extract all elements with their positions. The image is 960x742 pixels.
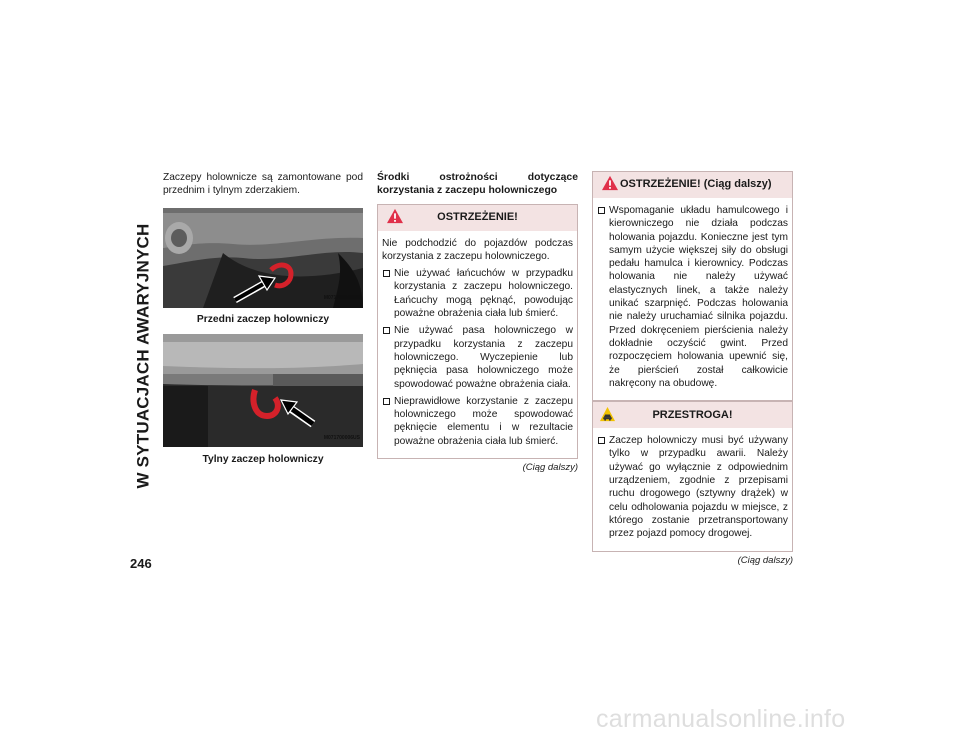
warning-box-header xyxy=(378,205,577,231)
watermark: carmanualsonline.info xyxy=(596,705,846,733)
warning-continued-header xyxy=(593,172,792,198)
warning-bullet: Nie używać pasa holowniczego w przypadku korzystania z zaczepu holowniczego. Wyczepienie lub pęknięcia pasa holowniczego może spowodować poważne obrażenia ciała. xyxy=(382,324,573,390)
warning-triangle-icon xyxy=(601,175,619,191)
caution-car-icon xyxy=(599,406,616,423)
continued-label: (Ciąg dalszy) xyxy=(522,462,578,474)
bullet-square-icon xyxy=(383,270,390,277)
bullet-square-icon xyxy=(383,327,390,334)
front-tow-hook-figure xyxy=(163,208,363,308)
section-side-tab-label: W SYTUACJACH AWARYJNYCH xyxy=(133,223,153,489)
warning-triangle-icon xyxy=(386,208,404,224)
warning-bullet: Nieprawidłowe korzystanie z zaczepu holowniczego może spowodować pęknięcie elementu i w rezultacie poważne obrażenia ciała lub śmierć. xyxy=(382,395,573,448)
page-number: 246 xyxy=(130,556,152,571)
warning-continued-title: OSTRZEŻENIE! (Ciąg dalszy) xyxy=(620,178,772,191)
warning-continued-box xyxy=(592,171,793,401)
caution-title: PRZESTROGA! xyxy=(652,408,733,421)
figure-code: M071700006US xyxy=(323,434,360,441)
section-heading: Środki ostrożności dotyczące korzystania z zaczepu holowniczego xyxy=(377,172,578,197)
figure-code: M071700005US xyxy=(323,295,360,302)
figure-caption: Tylny zaczep holowniczy xyxy=(202,453,324,465)
warning-bullet: Wspomaganie układu hamulcowego i kierowniczego nie działa podczas holowania pojazdu. Konieczne jest tym samym użycie większej siły do obsługi pedału hamulca i kierownicy. Podczas holowania nie należy używać elastycznych linek, a także należy unikać szarpnięć. Podczas holowania nie należy uruchamiać silnika pojazdu. Przed dokręceniem pierścienia należy dokładnie oczyścić gwint. Przed rozpoczęciem holowania upewnić się, że pierścień został całkowicie nakręcony na obudowę. xyxy=(597,204,788,390)
warning-body xyxy=(378,231,577,458)
rear-tow-hook-image xyxy=(163,334,363,447)
bullet-square-icon xyxy=(598,207,605,214)
warning-box xyxy=(377,204,578,459)
intro-paragraph: Zaczepy holownicze są zamontowane pod przednim i tylnym zderzakiem. xyxy=(163,172,363,197)
warning-title: OSTRZEŻENIE! xyxy=(437,210,518,223)
continued-label: (Ciąg dalszy) xyxy=(737,554,793,566)
caution-box xyxy=(592,401,793,551)
warning-bullet: Nie używać łańcuchów w przypadku korzystania z zaczepu holowniczego. Łańcuchy mogą pęknąć, powodując poważne obrażenia ciała lub śmierć. xyxy=(382,267,573,320)
figure-caption: Przedni zaczep holowniczy xyxy=(196,313,330,325)
caution-box-header xyxy=(593,402,792,428)
warning-intro: Nie podchodzić do pojazdów podczas korzystania z zaczepu holowniczego. xyxy=(382,237,573,262)
caution-bullet: Zaczep holowniczy musi być używany tylko w przypadku awarii. Należy używać go wyłącznie z odpowiednim urządzeniem, zgodnie z przepisami ruchu drogowego (sztywny drążek) w celu odholowania pojazdu w miejsce, z którego zostanie przetransportowany przez pojazd pomocy drogowej. xyxy=(597,434,788,540)
bullet-square-icon xyxy=(598,437,605,444)
column-3 xyxy=(592,171,793,567)
bullet-square-icon xyxy=(383,398,390,405)
column-2 xyxy=(377,171,578,474)
warning-continued-body xyxy=(593,198,792,400)
column-1 xyxy=(163,171,363,466)
caution-body xyxy=(593,428,792,550)
section-side-tab xyxy=(127,160,159,552)
rear-tow-hook-figure xyxy=(163,334,363,447)
